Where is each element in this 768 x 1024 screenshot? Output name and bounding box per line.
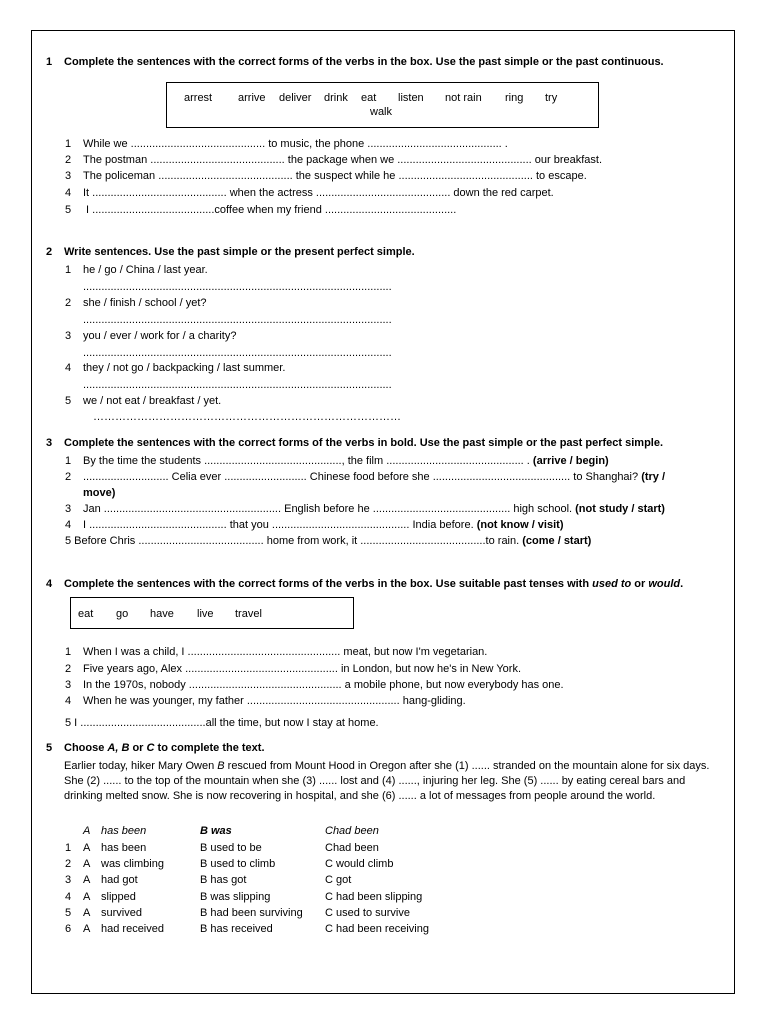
- item-number: 2: [65, 297, 72, 309]
- box-word: eat: [78, 608, 94, 620]
- option-a: survived: [101, 907, 142, 919]
- item-text: It ............................................ when the actress ............................................ down the red carpet.: [83, 187, 554, 199]
- option-number: 1: [65, 842, 72, 854]
- option-c: C had been receiving: [325, 923, 429, 935]
- reading-text: Earlier today, hiker Mary Owen B rescued from Mount Hood in Oregon after she (1) ...... stranded on the mountain alone for six days. She (2) ...... to the top of the mountain when she (3) ...... lost and (4) ......, injuring her leg. She (5) ...... by eating cereal bars and drinking melted snow. She is now recovering in hospital, and she (6) ...... a lot of messages from people around the world.: [64, 760, 710, 802]
- item-number: 1: [65, 455, 72, 467]
- item-number: 4: [65, 519, 72, 531]
- exercise-title: Complete the sentences with the correct forms of the verbs in the box. Use the past simple or the past continuous.: [64, 56, 664, 68]
- option-number: 6: [65, 923, 72, 935]
- box-word: drink: [324, 92, 348, 104]
- item-number: 4: [65, 362, 72, 374]
- item-text: When I was a child, I .................................................. meat, but now I'm vegetarian.: [83, 646, 488, 658]
- item-text: we / not eat / breakfast / yet.: [83, 395, 222, 407]
- item-text: While we ............................................ to music, the phone ............................................ .: [83, 138, 508, 150]
- option-number: 4: [65, 891, 72, 903]
- option-b: B was slipping: [200, 891, 271, 903]
- box-word: go: [116, 608, 129, 620]
- item-number: 4: [65, 187, 72, 199]
- item-text: I ............................................. that you ............................................. India before. (not know / visit): [83, 519, 564, 531]
- answer-line: .....................................................................................................: [83, 314, 392, 326]
- item-number: 2: [65, 663, 72, 675]
- option-number: 2: [65, 858, 72, 870]
- bold-verbs: (not study / start): [575, 503, 665, 515]
- answer-line: …………………………………………………………………………: [93, 411, 401, 423]
- box-word: deliver: [279, 92, 312, 104]
- exercise-title: Complete the sentences with the correct forms of the verbs in bold. Use the past simple or the past perfect simple.: [64, 437, 664, 449]
- exercise-title: Complete the sentences with the correct forms of the verbs in the box. Use suitable past tenses with used to or would.: [64, 578, 684, 590]
- option-a: has been: [101, 825, 147, 837]
- exercise-number: 1: [46, 56, 53, 68]
- option-b: B used to climb: [200, 858, 276, 870]
- box-word: walk: [370, 106, 393, 118]
- exercise-number: 2: [46, 246, 53, 258]
- item-text: I ........................................coffee when my friend ...........................................: [83, 204, 457, 216]
- exercise-title: Write sentences. Use the past simple or the present perfect simple.: [64, 246, 415, 258]
- item-text: 5 I .........................................all the time, but now I stay at home.: [65, 717, 379, 729]
- bold-verbs: (try /: [641, 471, 666, 483]
- option-a-label: A: [83, 907, 91, 919]
- option-a: has been: [101, 842, 147, 854]
- option-c: Chad been: [325, 842, 379, 854]
- item-number: 1: [65, 138, 72, 150]
- answer-line: .....................................................................................................: [83, 379, 392, 391]
- box-word: eat: [361, 92, 377, 104]
- item-number: 2: [65, 471, 72, 483]
- bold-verbs: (arrive / begin): [532, 455, 609, 467]
- option-a-label: A: [83, 858, 91, 870]
- item-text: ............................ Celia ever ........................... Chinese food before she ............................................. to Shanghai? (try /: [83, 471, 666, 483]
- option-c: Chad been: [325, 825, 379, 837]
- exercise-title: Choose A, B or C to complete the text.: [64, 742, 265, 754]
- option-a: had got: [101, 874, 138, 886]
- answer-line: .....................................................................................................: [83, 281, 392, 293]
- option-a: slipped: [101, 891, 136, 903]
- item-number: 3: [65, 170, 72, 182]
- item-number: 1: [65, 646, 72, 658]
- item-number: 5: [65, 204, 72, 216]
- option-a-label: A: [83, 842, 91, 854]
- item-number: 3: [65, 330, 72, 342]
- exercise-number: 5: [46, 742, 53, 754]
- item-text: you / ever / work for / a charity?: [83, 330, 237, 342]
- item-text: he / go / China / last year.: [83, 264, 208, 276]
- option-c: C had been slipping: [325, 891, 423, 903]
- option-a-label: A: [83, 891, 91, 903]
- option-a-label: A: [83, 874, 91, 886]
- item-text: she / finish / school / yet?: [83, 297, 207, 309]
- answer-line: .....................................................................................................: [83, 347, 392, 359]
- box-word: travel: [235, 608, 262, 620]
- option-b: B has got: [200, 874, 247, 886]
- option-b: B was: [200, 825, 232, 837]
- option-c: C would climb: [325, 858, 394, 870]
- exercise-number: 3: [46, 437, 53, 449]
- box-word: arrive: [238, 92, 266, 104]
- option-number: 5: [65, 907, 72, 919]
- box-word: try: [545, 92, 558, 104]
- box-word: listen: [398, 92, 424, 104]
- item-number: 5: [65, 395, 72, 407]
- item-text: 5 Before Chris ......................................... home from work, it .........................................to rain. (come / start): [65, 535, 592, 547]
- option-c: C got: [325, 874, 352, 886]
- option-c: C used to survive: [325, 907, 410, 919]
- box-word: live: [197, 608, 214, 620]
- option-a-label: A: [83, 923, 91, 935]
- item-text: When he was younger, my father .................................................. hang-gliding.: [83, 695, 466, 707]
- item-number: 4: [65, 695, 72, 707]
- item-text: By the time the students ............................................., the film ............................................. . (arrive / begin): [83, 455, 609, 467]
- bold-verbs: move): [83, 487, 116, 499]
- item-text: The postman ............................................ the package when we ............................................ our breakfast.: [83, 154, 603, 166]
- item-number: 1: [65, 264, 72, 276]
- item-text: Five years ago, Alex .................................................. in London, but now he's in New York.: [83, 663, 522, 675]
- option-a-label: A: [83, 825, 91, 837]
- bold-verbs: (not know / visit): [476, 519, 564, 531]
- item-number: 3: [65, 503, 72, 515]
- box-word: ring: [505, 92, 524, 104]
- exercise-number: 4: [46, 578, 53, 590]
- item-text: In the 1970s, nobody .................................................. a mobile phone, but now everybody has one.: [83, 679, 564, 691]
- item-number: 3: [65, 679, 72, 691]
- box-word: have: [150, 608, 174, 620]
- verb-box: [166, 82, 599, 128]
- option-a: was climbing: [101, 858, 164, 870]
- item-text: The policeman ............................................ the suspect while he ............................................ to escape.: [83, 170, 587, 182]
- option-number: 3: [65, 874, 72, 886]
- option-b: B had been surviving: [200, 907, 303, 919]
- item-text: they / not go / backpacking / last summer.: [83, 362, 286, 374]
- item-text: Jan .......................................................... English before he ............................................. high school. (not study / start): [83, 503, 665, 515]
- box-word: arrest: [184, 92, 213, 104]
- box-word: not rain: [445, 92, 482, 104]
- option-b: B used to be: [200, 842, 262, 854]
- bold-verbs: (come / start): [522, 535, 592, 547]
- option-b: B has received: [200, 923, 273, 935]
- option-a: had received: [101, 923, 164, 935]
- item-number: 2: [65, 154, 72, 166]
